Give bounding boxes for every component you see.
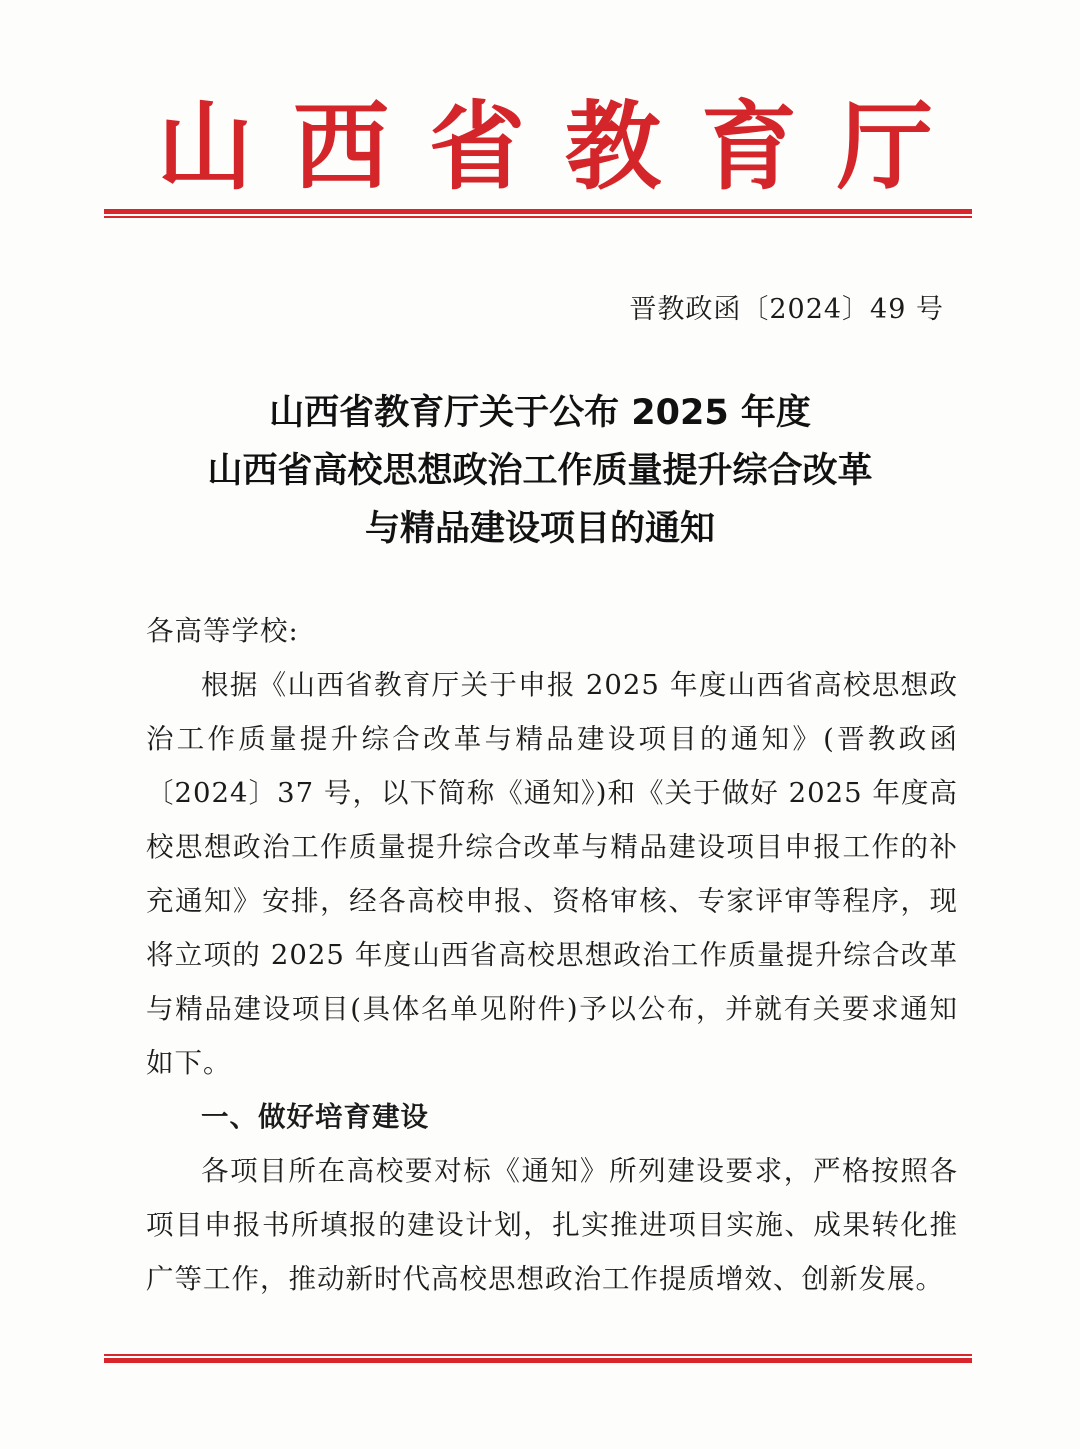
divider-thin-line <box>104 216 972 218</box>
letterhead-divider <box>104 209 972 218</box>
salutation: 各高等学校: <box>146 615 299 647</box>
document-title <box>110 384 970 558</box>
letterhead-char: 省 <box>429 91 525 203</box>
letterhead-char: 厅 <box>837 91 933 203</box>
letterhead-char: 西 <box>293 91 389 203</box>
footer-thin-line <box>104 1354 972 1356</box>
footer-thick-line <box>104 1358 972 1363</box>
document-number: 晋教政函〔2024〕49 号 <box>629 294 944 325</box>
letterhead-char: 育 <box>701 91 797 203</box>
section-heading-1: 一、做好培育建设 <box>201 1101 429 1133</box>
title-line-3: 与精品建设项目的通知 <box>364 509 715 549</box>
title-line-1: 山西省教育厅关于公布 2025 年度 <box>269 393 811 433</box>
paragraph-2: 各项目所在高校要对标《通知》所列建设要求，严格按照各项目申报书所填报的建设计划，扎实推进项目实施、成果转化推广等工作，推动新时代高校思想政治工作提质增效、创新发展。 <box>146 1155 958 1295</box>
document-body <box>146 604 958 1306</box>
letterhead-char: 山 <box>157 91 253 203</box>
footer-divider <box>104 1354 972 1363</box>
letterhead-char: 教 <box>565 91 661 203</box>
paragraph-1: 根据《山西省教育厅关于申报 2025 年度山西省高校思想政治工作质量提升综合改革与精品建设项目的通知》(晋教政函〔2024〕37 号，以下简称《通知》)和《关于做好 2025 年度高校思想政治工作质量提升综合改革与精品建设项目申报工作的补充通知》安排，经各高校申报、资格审核、专家评审等程序，现将立项的 2025 年度山西省高校思想政治工作质量提升综合改革与精品建设项目(具体名单见附件)予以公布，并就有关要求通知如下。 <box>146 669 958 1079</box>
letterhead-title <box>150 92 940 202</box>
divider-thick-line <box>104 209 972 214</box>
title-line-2: 山西省高校思想政治工作质量提升综合改革 <box>207 451 873 491</box>
